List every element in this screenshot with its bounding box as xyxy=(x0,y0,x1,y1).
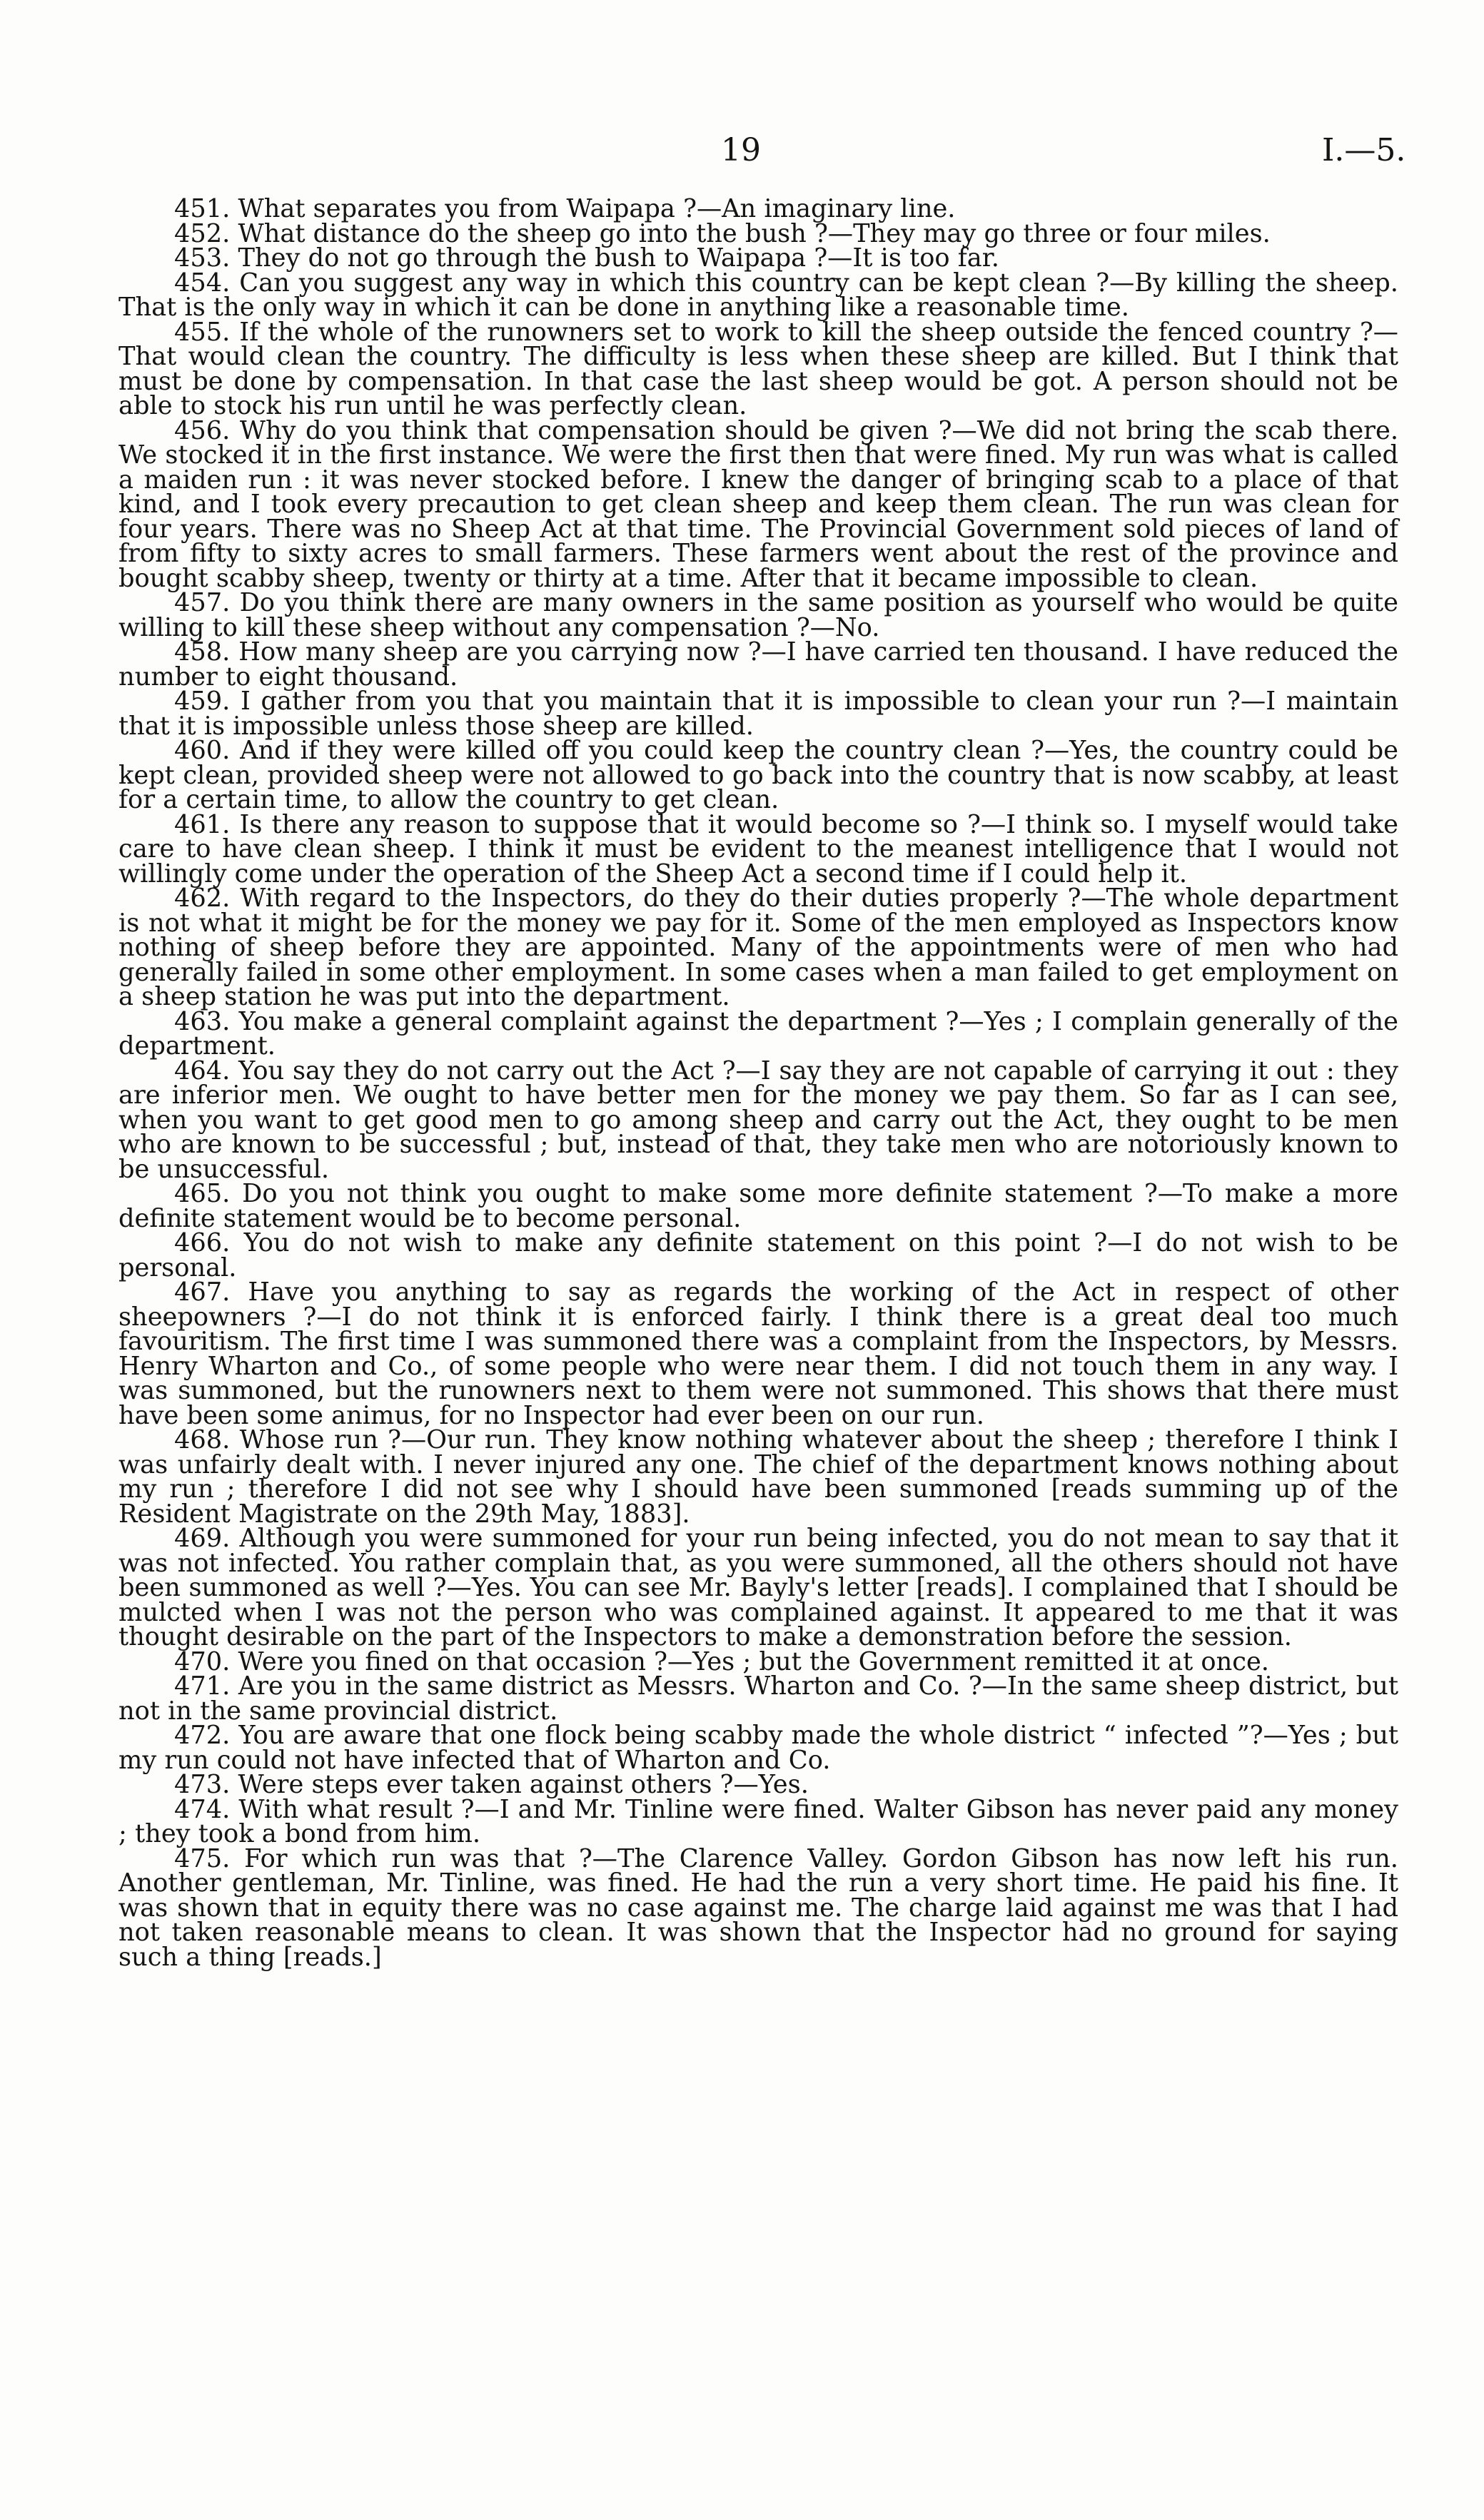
page-number: 19 xyxy=(721,132,761,168)
question-number: 467. xyxy=(174,1277,231,1307)
question-paragraph xyxy=(118,736,1399,814)
question-number: 462. xyxy=(174,884,231,913)
question-paragraph xyxy=(118,1770,1398,1799)
question-number: 463. xyxy=(174,1006,231,1036)
question-answer-text: I gather from you that you maintain that it is impossible to clean your run ?—I maintain that it is impossible unless those sheep are killed. xyxy=(118,687,1399,741)
question-paragraph xyxy=(118,194,1398,223)
question-answer-text: Were you fined on that occasion ?—Yes ; but the Government remitted it at once. xyxy=(238,1646,1269,1676)
question-paragraph xyxy=(118,637,1398,692)
question-paragraph xyxy=(118,268,1398,322)
question-paragraph xyxy=(118,1056,1398,1184)
question-number: 451. xyxy=(174,194,231,223)
question-answer-text: Are you in the same district as Messrs. Wharton and Co. ?—In the same sheep district, but not in the same provincial district. xyxy=(118,1671,1398,1726)
question-number: 466. xyxy=(174,1228,231,1258)
question-answer-text: How many sheep are you carrying now ?—I have carried ten thousand. I have reduced the number to eight thousand. xyxy=(118,637,1398,692)
question-paragraph xyxy=(118,317,1398,420)
question-number: 475. xyxy=(174,1843,231,1873)
question-number: 464. xyxy=(174,1056,231,1086)
document-reference: I.—5. xyxy=(1322,132,1406,168)
question-answer-text: Do you not think you ought to make some more definite statement ?—To make a more definite statement would be to become personal. xyxy=(118,1179,1398,1233)
question-paragraph xyxy=(118,1646,1398,1676)
question-number: 461. xyxy=(174,809,231,839)
question-answer-text: You are aware that one flock being scabby made the whole district “ infected ”?—Yes ; but my run could not have infected that of Wharton and Co. xyxy=(118,1721,1399,1775)
question-number: 460. xyxy=(174,736,231,765)
question-number: 468. xyxy=(174,1425,231,1454)
testimony-body xyxy=(118,194,1399,1972)
question-paragraph xyxy=(118,588,1399,642)
question-paragraph xyxy=(118,1843,1398,1972)
question-paragraph xyxy=(118,1721,1399,1775)
question-answer-text: What separates you from Waipapa ?—An imaginary line. xyxy=(238,194,956,223)
question-number: 474. xyxy=(174,1794,231,1824)
question-paragraph xyxy=(118,415,1399,593)
question-number: 465. xyxy=(174,1179,231,1208)
question-number: 470. xyxy=(174,1646,231,1676)
question-answer-text: If the whole of the runowners set to work to kill the sheep outside the fenced country ?—That would clean the country. The difficulty is less when these sheep are killed. But I think that must be done by compensation. In that case the last sheep would be got. A person should not be able to stock his run until he was perfectly clean. xyxy=(118,317,1398,420)
question-number: 456. xyxy=(174,415,231,445)
question-number: 458. xyxy=(174,637,231,667)
question-number: 472. xyxy=(174,1721,231,1750)
question-paragraph xyxy=(118,1179,1398,1233)
question-answer-text: With regard to the Inspectors, do they do their duties properly ?—The whole department is not what it might be for the money we pay for it. Some of the men employed as Inspectors know nothing of sheep before they are appointed. Many of the appointments were of men who had generally failed in some other employment. In some cases when a man failed to get employment on a sheep station he was put into the department. xyxy=(118,884,1399,1011)
question-answer-text: Can you suggest any way in which this country can be kept clean ?—By killing the sheep. That is the only way in which it can be done in anything like a reasonable time. xyxy=(118,268,1398,322)
question-answer-text: Although you were summoned for your run being infected, you do not mean to say that it was not infected. You rather complain that, as you were summoned, all the others should not have been summoned as well ?—Yes. You can see Mr. Bayly's letter [reads]. I complained that I should be mulcted when I was not the person who was complained against. It appeared to me that it was thought desirable on the part of the Inspectors to make a demonstration before the session. xyxy=(118,1524,1399,1651)
question-answer-text: They do not go through the bush to Waipapa ?—It is too far. xyxy=(238,243,999,273)
question-paragraph xyxy=(118,886,1398,1010)
question-paragraph xyxy=(118,1794,1398,1848)
question-answer-text: You say they do not carry out the Act ?—I say they are not capable of carrying it out : they are inferior men. We ought to have better men for the money we pay them. So far as I can see, when you want to get good men to go among sheep and carry out the Act, they ought to be men who are known to be successful ; but, instead of that, they take men who are notoriously known to be unsuccessful. xyxy=(118,1056,1398,1184)
question-paragraph xyxy=(118,218,1398,248)
question-number: 457. xyxy=(174,588,231,617)
question-answer-text: What distance do the sheep go into the bush ?—They may go three or four miles. xyxy=(238,218,1271,248)
question-answer-text: With what result ?—I and Mr. Tinline were fined. Walter Gibson has never paid any money ; they took a bond from him. xyxy=(118,1794,1398,1848)
question-paragraph xyxy=(118,1277,1398,1430)
question-answer-text: You do not wish to make any definite statement on this point ?—I do not wish to be personal. xyxy=(118,1228,1399,1282)
question-paragraph xyxy=(118,243,1398,273)
question-paragraph xyxy=(118,689,1398,739)
question-answer-text: You make a general complaint against the department ?—Yes ; I complain generally of the department. xyxy=(118,1006,1398,1061)
question-paragraph xyxy=(118,1524,1399,1651)
question-number: 469. xyxy=(174,1524,231,1553)
question-answer-text: Whose run ?—Our run. They know nothing whatever about the sheep ; therefore I think I was unfairly dealt with. I never injured any one. The chief of the department knows nothing about my run ; therefore I did not see why I should have been summoned [reads summing up of the Resident Magistrate on the 29th May, 1883]. xyxy=(118,1425,1398,1529)
question-number: 471. xyxy=(174,1671,231,1701)
question-answer-text: Have you anything to say as regards the working of the Act in respect of other sheepowners ?—I do not think it is enforced fairly. I think there is a great deal too much favouritism. The first time I was summoned there was a complaint from the Inspectors, by Messrs. Henry Wharton and Co., of some people who were near them. I did not touch them in any way. I was summoned, but the runowners next to them were not summoned. This shows that there must have been some animus, for no Inspector had ever been on our run. xyxy=(118,1277,1398,1430)
question-paragraph xyxy=(118,1425,1398,1529)
question-paragraph xyxy=(118,1006,1398,1061)
question-paragraph xyxy=(118,1228,1399,1282)
question-number: 453. xyxy=(174,243,231,273)
question-paragraph xyxy=(118,1671,1398,1726)
question-answer-text: Is there any reason to suppose that it would become so ?—I think so. I myself would take care to have clean sheep. I think it must be evident to the meanest intelligence that I would not willingly come under the operation of the Sheep Act a second time if I could help it. xyxy=(118,809,1399,889)
question-number: 459. xyxy=(174,687,231,716)
question-answer-text: For which run was that ?—The Clarence Valley. Gordon Gibson has now left his run. Another gentleman, Mr. Tinline, was fined. He had the run a very short time. He paid his fine. It was shown that in equity there was no case against me. The charge laid against me was that I had not taken reasonable means to clean. It was shown that the Inspector had no ground for saying such a thing [reads.] xyxy=(118,1843,1398,1972)
question-answer-text: Why do you think that compensation should be given ?—We did not bring the scab there. We stocked it in the first instance. We were the first then that were fined. My run was what is called a maiden run : it was never stocked before. I knew the danger of bringing scab to a place of that kind, and I took every precaution to get clean sheep and keep them clean. The run was clean for four years. There was no Sheep Act at that time. The Provincial Government sold pieces of land of from fifty to sixty acres to small farmers. These farmers went about the rest of the province and bought scabby sheep, twenty or thirty at a time. After that it became impossible to clean. xyxy=(118,415,1399,593)
question-answer-text: And if they were killed off you could keep the country clean ?—Yes, the country could be kept clean, provided sheep were not allowed to go back into the country that is now scabby, at least for a certain time, to allow the country to get clean. xyxy=(118,736,1399,814)
question-answer-text: Were steps ever taken against others ?—Yes. xyxy=(238,1770,809,1799)
question-number: 455. xyxy=(174,317,231,347)
question-number: 454. xyxy=(174,268,231,298)
question-answer-text: Do you think there are many owners in the same position as yourself who would be quite willing to kill these sheep without any compensation ?—No. xyxy=(118,588,1399,642)
question-number: 452. xyxy=(174,218,231,248)
question-number: 473. xyxy=(174,1770,231,1799)
question-paragraph xyxy=(118,809,1399,889)
